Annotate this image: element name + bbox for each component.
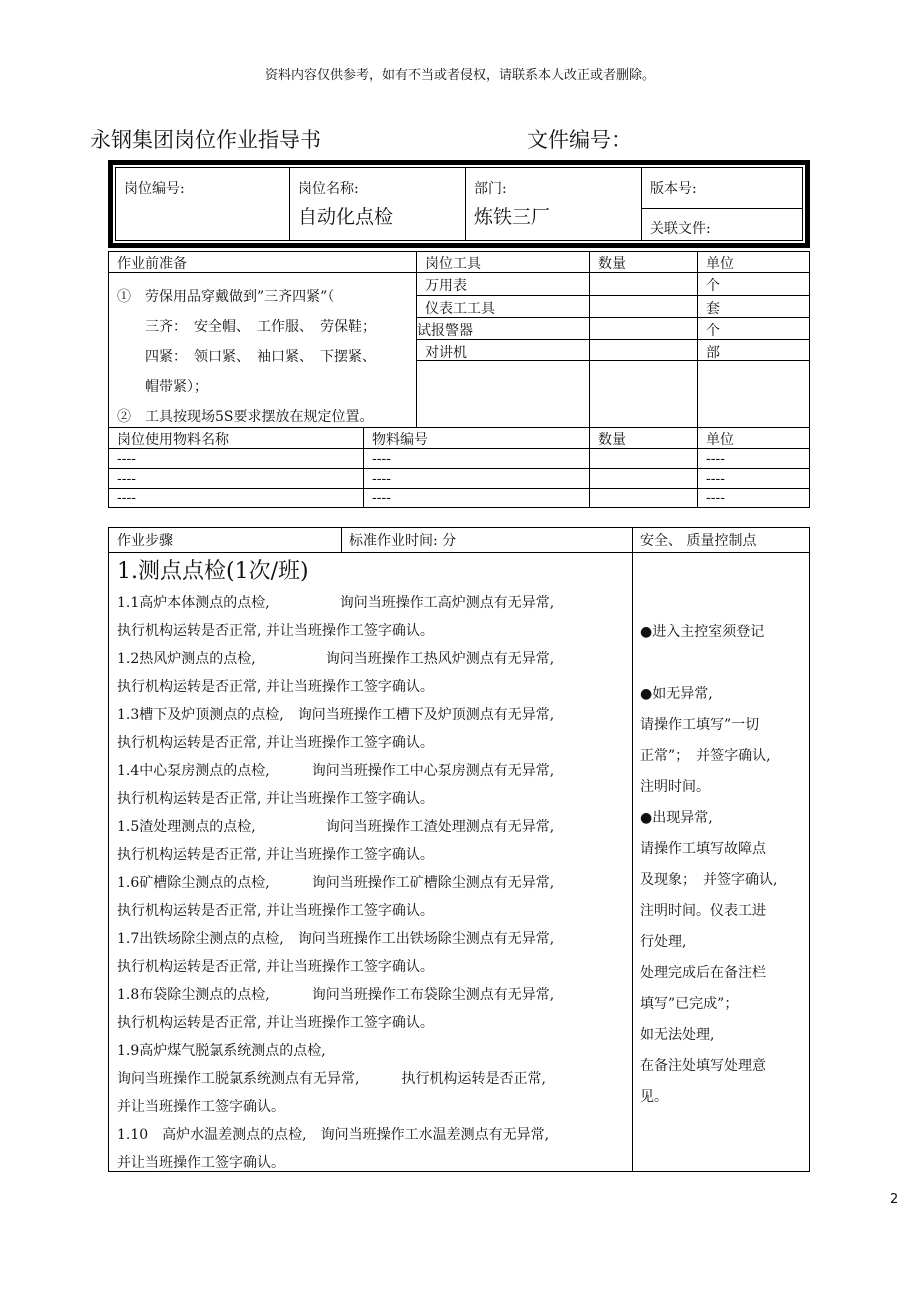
page-number: 2 (890, 1192, 899, 1207)
qc-line: 注明时间。仪表工进 (640, 903, 766, 919)
step-line: 执行机构运转是否正常, 并让当班操作工签字确认。 (117, 679, 434, 695)
qc-line: 如无法处理, (640, 1027, 715, 1043)
tool-name: 对讲机 (425, 345, 467, 361)
step-line: 执行机构运转是否正常, 并让当班操作工签字确认。 (117, 1015, 434, 1031)
material-code: ---- (372, 451, 391, 467)
version-label: 版本号: (650, 181, 697, 197)
qc-line: 及现象； 并签字确认, (640, 872, 778, 888)
post-number-label: 岗位编号: (124, 181, 185, 197)
step-line: 1.1高炉本体测点的点检, 询问当班操作工高炉测点有无异常, (117, 595, 555, 611)
version-cell (642, 168, 802, 240)
tools-header-unit: 单位 (706, 256, 734, 272)
material-name: ---- (117, 471, 136, 487)
tool-name: 万用表 (425, 278, 467, 294)
step-line: 1.10 高炉水温差测点的点检, 询问当班操作工水温差测点有无异常, (117, 1127, 550, 1143)
step-line: 执行机构运转是否正常, 并让当班操作工签字确认。 (117, 623, 434, 639)
qc-line: ●出现异常, (640, 810, 713, 826)
post-name-label: 岗位名称: (298, 181, 359, 197)
step-line: 执行机构运转是否正常, 并让当班操作工签字确认。 (117, 903, 434, 919)
qc-line: 见。 (640, 1089, 668, 1105)
section-title: 1.测点点检(1次/班) (117, 559, 309, 584)
prep-line: ② 工具按现场5S要求摆放在规定位置。 (117, 409, 374, 425)
prep-list (117, 282, 417, 432)
tools-header-name: 岗位工具 (425, 256, 481, 272)
steps-content (117, 557, 627, 1177)
department-value: 炼铁三厂 (474, 206, 551, 228)
material-code: ---- (372, 490, 391, 506)
step-line: 1.5渣处理测点的点检, 询问当班操作工渣处理测点有无异常, (117, 819, 555, 835)
materials-header-name: 岗位使用物料名称 (117, 432, 229, 448)
step-line: 1.3槽下及炉顶测点的点检, 询问当班操作工槽下及炉顶测点有无异常, (117, 707, 555, 723)
step-line: 执行机构运转是否正常, 并让当班操作工签字确认。 (117, 791, 434, 807)
prep-line: ① 劳保用品穿戴做到”三齐四紧”（ (117, 289, 335, 305)
tool-unit: 个 (706, 323, 720, 339)
material-name: ---- (117, 490, 136, 506)
step-line: 1.9高炉煤气脱氯系统测点的点检, (117, 1043, 326, 1059)
disclaimer: 资料内容仅供参考，如有不当或者侵权，请联系本人改正或者删除。 (264, 68, 655, 83)
step-line: 并让当班操作工签字确认。 (117, 1099, 285, 1115)
prep-title: 作业前准备 (117, 256, 187, 272)
materials-header-code: 物料编号 (372, 432, 428, 448)
material-unit: ---- (706, 490, 725, 506)
tool-unit: 部 (706, 345, 720, 361)
qc-line: 请操作工填写故障点 (640, 841, 766, 857)
step-line: 询问当班操作工脱氯系统测点有无异常, 执行机构运转是否正常, (117, 1071, 546, 1087)
step-line: 1.6矿槽除尘测点的点检, 询问当班操作工矿槽除尘测点有无异常, (117, 875, 555, 891)
steps-header-qc: 安全、 质量控制点 (640, 533, 757, 549)
department-label: 部门: (474, 181, 507, 197)
materials-table (108, 427, 810, 508)
post-number-cell (116, 168, 290, 240)
step-line: 1.8布袋除尘测点的点检, 询问当班操作工布袋除尘测点有无异常, (117, 987, 555, 1003)
header-box (108, 160, 810, 248)
step-line: 1.7出铁场除尘测点的点检, 询问当班操作工出铁场除尘测点有无异常, (117, 931, 555, 947)
qc-line: ●进入主控室须登记 (640, 624, 765, 640)
qc-line (640, 648, 806, 679)
prep-line: 帽带紧）； (145, 379, 208, 395)
prep-line: 三齐： 安全帽、 工作服、 劳保鞋； (145, 319, 376, 335)
qc-line: 在备注处填写处理意 (640, 1058, 766, 1074)
material-name: ---- (117, 451, 136, 467)
post-name-value: 自动化点检 (298, 206, 394, 228)
qc-line: 处理完成后在备注栏 (640, 965, 766, 981)
qc-line: 正常”； 并签字确认, (640, 748, 771, 764)
qc-line: 行处理, (640, 934, 687, 950)
tool-name: 试报警器 (417, 323, 473, 339)
steps-header (108, 527, 810, 553)
step-line: 1.4中心泵房测点的点检, 询问当班操作工中心泵房测点有无异常, (117, 763, 555, 779)
step-line: 并让当班操作工签字确认。 (117, 1155, 285, 1171)
tools-header-qty: 数量 (598, 256, 626, 272)
step-line: 执行机构运转是否正常, 并让当班操作工签字确认。 (117, 959, 434, 975)
material-unit: ---- (706, 471, 725, 487)
post-name-cell (290, 168, 466, 240)
tool-name: 仪表工工具 (425, 301, 495, 317)
material-code: ---- (372, 471, 391, 487)
steps-header-time: 标准作业时间: 分 (349, 533, 457, 549)
qc-line: 填写”已完成”； (640, 996, 739, 1012)
qc-line: 请操作工填写”一切 (640, 717, 760, 733)
step-line: 1.2热风炉测点的点检, 询问当班操作工热风炉测点有无异常, (117, 651, 555, 667)
tool-unit: 个 (706, 278, 720, 294)
related-files-label: 关联文件: (650, 221, 711, 237)
materials-header-qty: 数量 (598, 432, 626, 448)
document-title: 永钢集团岗位作业指导书 (90, 128, 321, 152)
material-unit: ---- (706, 451, 725, 467)
materials-header-unit: 单位 (706, 432, 734, 448)
preparation-table (108, 251, 810, 428)
step-line: 执行机构运转是否正常, 并让当班操作工签字确认。 (117, 847, 434, 863)
steps-header-steps: 作业步骤 (117, 533, 173, 549)
tool-unit: 套 (706, 301, 720, 317)
step-line: 执行机构运转是否正常, 并让当班操作工签字确认。 (117, 735, 434, 751)
qc-line: ●如无异常, (640, 686, 713, 702)
prep-line: 四紧： 领口紧、 袖口紧、 下摆紧、 (145, 349, 376, 365)
file-number-label: 文件编号： (527, 128, 632, 152)
department-cell (466, 168, 642, 240)
qc-line: 注明时间。 (640, 779, 710, 795)
steps-body (108, 552, 810, 1172)
qc-content (640, 617, 806, 1113)
